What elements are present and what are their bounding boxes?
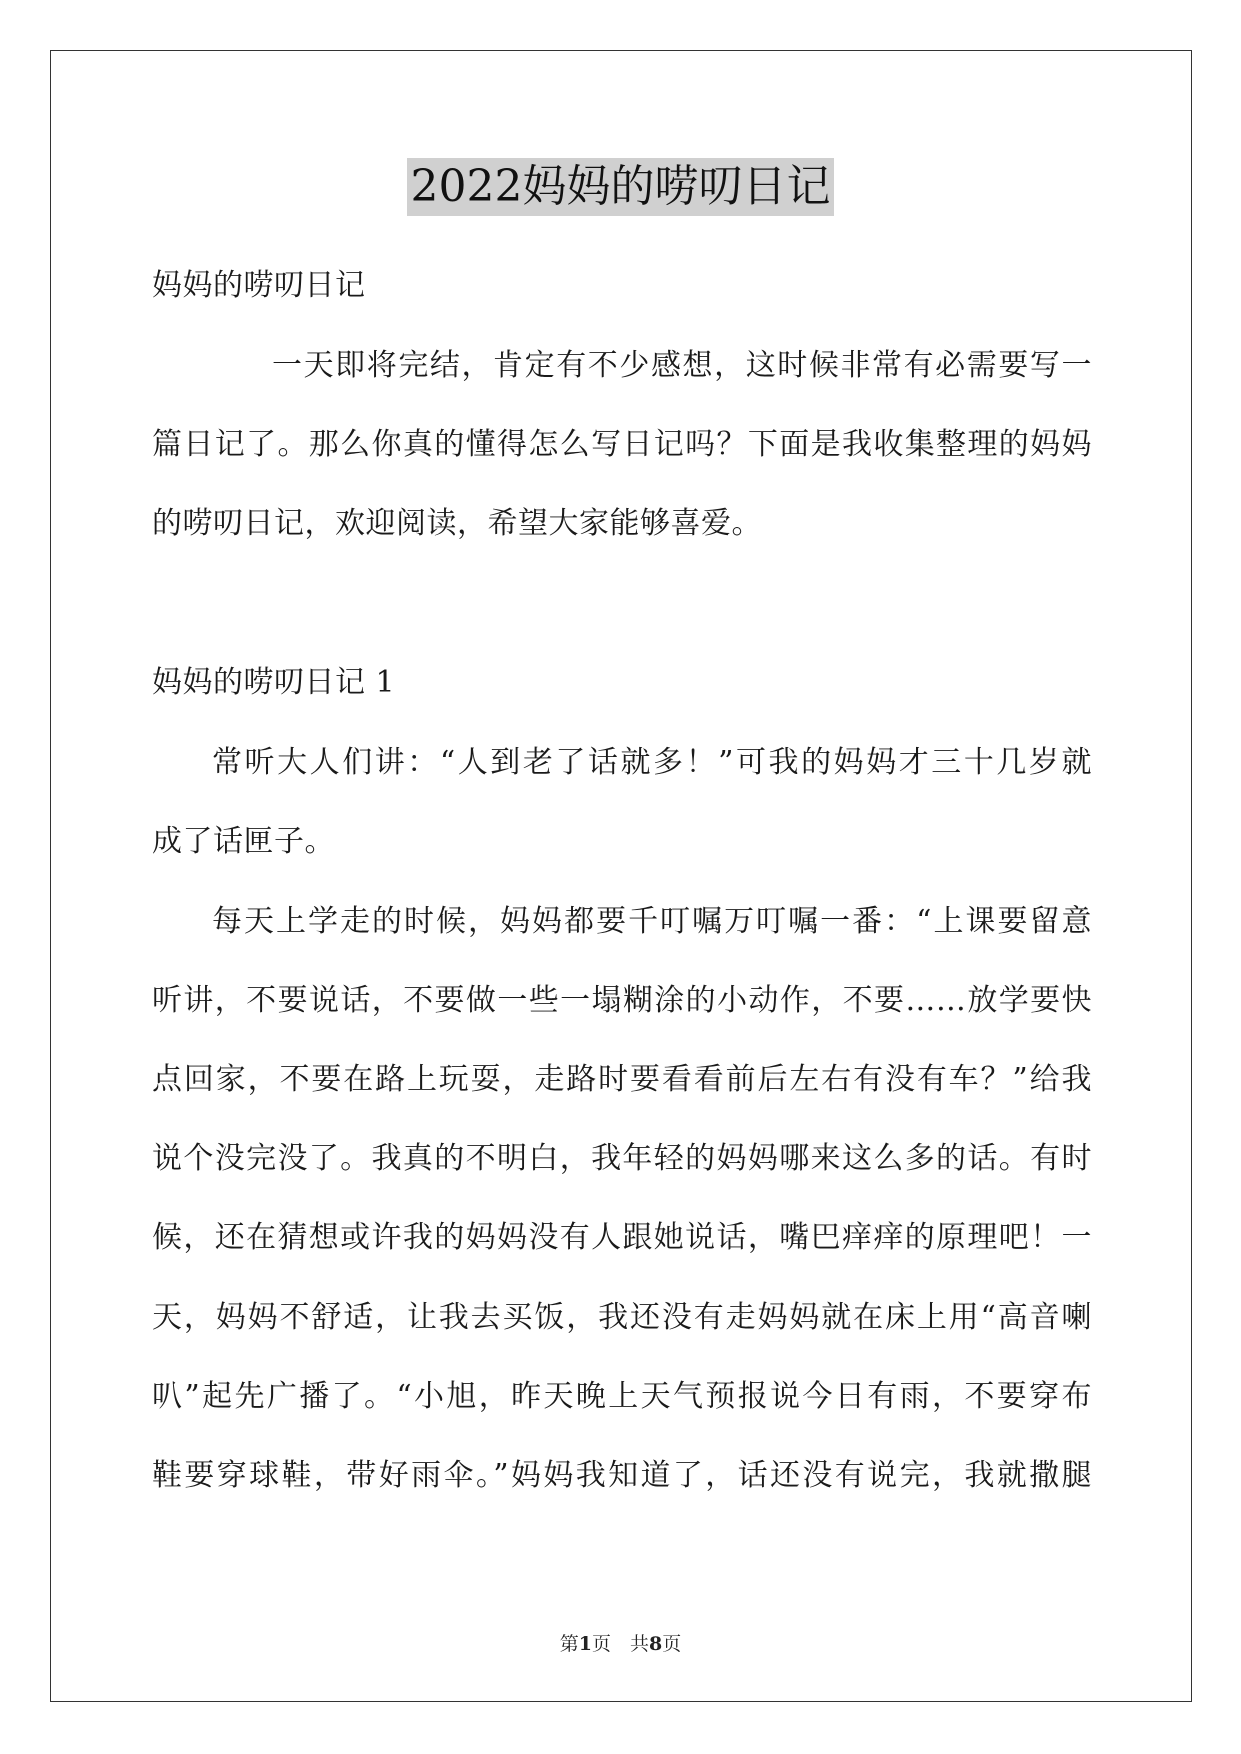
- paragraph-line: 说个没完没了。我真的不明白，我年轻的妈妈哪来这么多的话。有时: [152, 1141, 1092, 1176]
- title-wrapper: [0, 158, 1241, 216]
- paragraph-line: 常听大人们讲：“人到老了话就多！”可我的妈妈才三十几岁就: [212, 745, 1092, 780]
- paragraph-line: 一天即将完结，肯定有不少感想，这时候非常有必需要写一: [272, 348, 1092, 383]
- paragraph-line: 成了话匣子。: [152, 824, 335, 859]
- paragraph-line: 篇日记了。那么你真的懂得怎么写日记吗？下面是我收集整理的妈妈: [152, 427, 1092, 462]
- paragraph-line: 听讲，不要说话，不要做一些一塌糊涂的小动作，不要……放学要快: [152, 983, 1092, 1018]
- paragraph-line: 候，还在猜想或许我的妈妈没有人跟她说话，嘴巴痒痒的原理吧！一: [152, 1220, 1092, 1255]
- page-footer: [0, 1632, 1241, 1656]
- document-title: 2022妈妈的唠叨日记: [407, 158, 835, 216]
- paragraph-line: 叭”起先广播了。“小旭，昨天晚上天气预报说今日有雨，不要穿布: [152, 1379, 1092, 1414]
- paragraph-line: 天，妈妈不舒适，让我去买饭，我还没有走妈妈就在床上用“高音喇: [152, 1300, 1092, 1335]
- section-heading-intro: 妈妈的唠叨日记: [152, 268, 366, 303]
- page-mid: 页 共: [591, 1633, 649, 1655]
- page-suffix: 页: [662, 1633, 682, 1655]
- paragraph-line: 的唠叨日记，欢迎阅读，希望大家能够喜爱。: [152, 506, 762, 541]
- paragraph-line: 点回家，不要在路上玩耍，走路时要看看前后左右有没有车？”给我: [152, 1062, 1092, 1097]
- page-prefix: 第: [559, 1633, 579, 1655]
- current-page-number: 1: [578, 1633, 592, 1655]
- total-page-number: 8: [649, 1633, 663, 1655]
- section-heading-1: 妈妈的唠叨日记 1: [152, 665, 396, 700]
- paragraph-line: 每天上学走的时候，妈妈都要千叮嘱万叮嘱一番：“上课要留意: [212, 904, 1092, 939]
- paragraph-line: 鞋要穿球鞋，带好雨伞。”妈妈我知道了，话还没有说完，我就撒腿: [152, 1458, 1092, 1493]
